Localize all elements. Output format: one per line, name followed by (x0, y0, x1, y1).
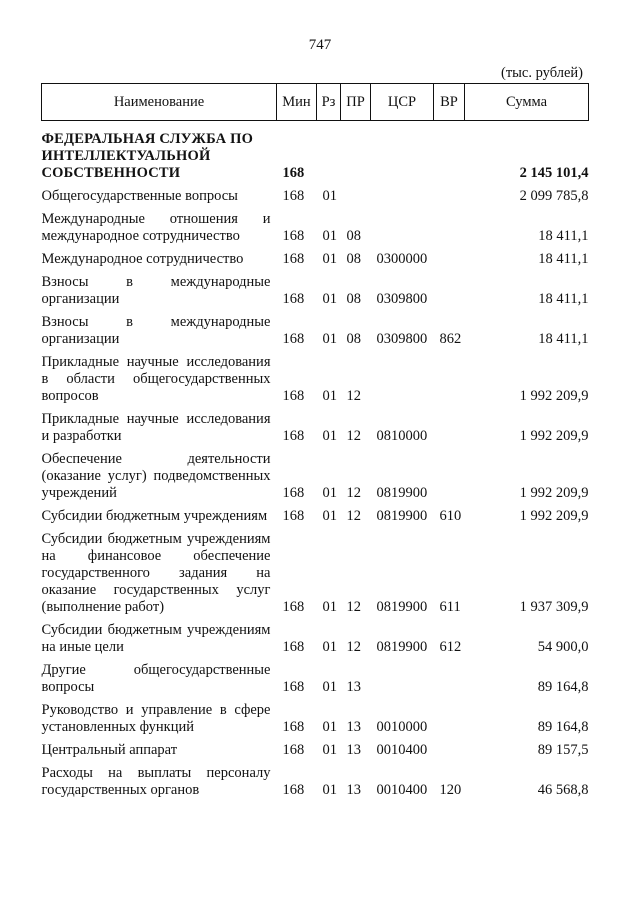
cell-sum: 1 937 309,9 (519, 599, 589, 615)
cell-name: ФЕДЕРАЛЬНАЯ СЛУЖБА ПО ИНТЕЛЛЕКТУАЛЬНОЙ СОБСТВЕННОСТИ (41, 131, 254, 181)
cell-name: Прикладные научные исследования в области общегосударственных вопросов (41, 354, 271, 404)
cell-sum: 1 992 209,9 (519, 428, 589, 444)
cell-name: Расходы на выплаты персоналу государственных органов (41, 765, 271, 798)
cell-rz: 01 (322, 508, 337, 524)
cell-rz (317, 121, 341, 183)
units-label: (тыс. рублей) (501, 65, 583, 81)
cell-min: 168 (282, 188, 305, 204)
cell-name: Другие общегосударственные вопросы (41, 662, 271, 695)
table-row (42, 268, 589, 308)
table-row (42, 696, 589, 736)
cell-vr: 610 (439, 508, 462, 524)
cell-rz: 01 (322, 679, 337, 695)
cell-pr: 13 (346, 742, 361, 758)
cell-min: 168 (282, 331, 305, 347)
cell-sum: 2 099 785,8 (519, 188, 589, 204)
cell-vr (434, 268, 465, 308)
table-row (42, 245, 589, 268)
cell-pr: 12 (346, 428, 361, 444)
cell-name: Обеспечение деятельности (оказание услуг) подведомственных учреждений (41, 451, 271, 501)
cell-vr: 611 (439, 599, 461, 615)
cell-pr: 08 (346, 251, 361, 267)
header-sum: Сумма (465, 84, 589, 121)
cell-pr: 12 (346, 508, 361, 524)
cell-min: 168 (282, 228, 305, 244)
cell-name: Международные отношения и международное сотрудничество (41, 211, 271, 244)
cell-name: Взносы в международные организации (41, 314, 271, 347)
cell-csr: 0010000 (376, 719, 428, 735)
cell-min: 168 (282, 428, 305, 444)
cell-sum: 18 411,1 (538, 228, 589, 244)
cell-name: Субсидии бюджетным учреждениям (41, 508, 268, 524)
cell-vr (434, 736, 465, 759)
cell-rz: 01 (322, 331, 337, 347)
cell-min: 168 (282, 485, 305, 501)
cell-csr: 0819900 (376, 485, 428, 501)
table-row (42, 759, 589, 799)
cell-csr (371, 348, 434, 405)
cell-pr: 13 (346, 679, 361, 695)
cell-min: 168 (282, 639, 305, 655)
cell-csr: 0300000 (376, 251, 428, 267)
cell-vr: 862 (439, 331, 462, 347)
cell-csr (371, 205, 434, 245)
table-row (42, 525, 589, 616)
cell-min: 168 (282, 251, 305, 267)
cell-sum: 46 568,8 (537, 782, 589, 798)
cell-rz: 01 (322, 742, 337, 758)
cell-min: 168 (282, 742, 305, 758)
cell-sum: 54 900,0 (537, 639, 589, 655)
cell-name: Субсидии бюджетным учреждениям на финансовое обеспечение государственного задания на оказание государственных услуг (выполнение работ) (41, 531, 271, 615)
table-row (42, 445, 589, 502)
cell-name: Руководство и управление в сфере установленных функций (41, 702, 271, 735)
cell-pr (341, 182, 371, 205)
header-name: Наименование (42, 84, 277, 121)
header-min: Мин (277, 84, 317, 121)
table-row (42, 405, 589, 445)
cell-rz: 01 (322, 782, 337, 798)
cell-pr: 08 (346, 228, 361, 244)
table-row (42, 502, 589, 525)
header-rz: Рз (317, 84, 341, 121)
cell-min: 168 (282, 165, 305, 181)
table-row (42, 348, 589, 405)
cell-rz: 01 (322, 251, 337, 267)
page-number: 747 (308, 37, 332, 53)
cell-sum: 1 992 209,9 (519, 508, 589, 524)
cell-min: 168 (282, 291, 305, 307)
cell-csr: 0309800 (376, 291, 428, 307)
cell-rz: 01 (322, 388, 337, 404)
header-pr: ПР (341, 84, 371, 121)
cell-rz: 01 (322, 291, 337, 307)
cell-rz: 01 (322, 188, 337, 204)
cell-pr: 13 (346, 719, 361, 735)
cell-vr (434, 405, 465, 445)
cell-sum: 18 411,1 (538, 251, 589, 267)
cell-rz: 01 (322, 228, 337, 244)
cell-csr: 0810000 (376, 428, 428, 444)
cell-name: Общегосударственные вопросы (41, 188, 238, 204)
cell-vr (434, 121, 465, 183)
cell-min: 168 (282, 782, 305, 798)
table-row (42, 205, 589, 245)
cell-csr: 0010400 (376, 742, 428, 758)
cell-pr: 08 (346, 291, 361, 307)
table-row (42, 308, 589, 348)
cell-csr: 0309800 (376, 331, 428, 347)
header-vr: ВР (434, 84, 465, 121)
cell-vr (434, 348, 465, 405)
table-row (42, 616, 589, 656)
cell-min: 168 (282, 719, 305, 735)
table-row (42, 736, 589, 759)
cell-sum: 18 411,1 (538, 291, 589, 307)
cell-pr: 08 (346, 331, 361, 347)
cell-rz: 01 (322, 599, 337, 615)
cell-min: 168 (282, 508, 305, 524)
cell-csr: 0819900 (376, 599, 428, 615)
cell-sum: 18 411,1 (538, 331, 589, 347)
cell-sum: 1 992 209,9 (519, 485, 589, 501)
cell-min: 168 (282, 599, 305, 615)
budget-table (41, 83, 589, 799)
table-row (42, 182, 589, 205)
cell-name: Центральный аппарат (41, 742, 178, 758)
cell-vr (434, 182, 465, 205)
cell-csr: 0010400 (376, 782, 428, 798)
cell-min: 168 (282, 679, 305, 695)
cell-vr (434, 445, 465, 502)
header-csr: ЦСР (371, 84, 434, 121)
cell-pr (341, 121, 371, 183)
cell-name: Субсидии бюджетным учреждениям на иные цели (41, 622, 271, 655)
cell-min: 168 (282, 388, 305, 404)
cell-name: Международное сотрудничество (41, 251, 244, 267)
cell-pr: 12 (346, 599, 361, 615)
cell-vr: 612 (439, 639, 462, 655)
cell-pr: 12 (346, 485, 361, 501)
cell-csr (371, 182, 434, 205)
cell-sum: 2 145 101,4 (519, 165, 589, 181)
table-row (42, 656, 589, 696)
cell-pr: 12 (346, 388, 361, 404)
cell-rz: 01 (322, 639, 337, 655)
cell-vr (434, 656, 465, 696)
cell-rz: 01 (322, 719, 337, 735)
cell-sum: 89 164,8 (537, 679, 589, 695)
cell-vr (434, 245, 465, 268)
cell-csr: 0819900 (376, 508, 428, 524)
cell-csr: 0819900 (376, 639, 428, 655)
cell-sum: 1 992 209,9 (519, 388, 589, 404)
cell-rz: 01 (322, 428, 337, 444)
table-header-row (42, 84, 589, 121)
cell-csr (371, 121, 434, 183)
table-row (42, 121, 589, 183)
cell-sum: 89 157,5 (537, 742, 589, 758)
cell-csr (371, 656, 434, 696)
cell-vr (434, 205, 465, 245)
cell-vr: 120 (439, 782, 462, 798)
cell-sum: 89 164,8 (537, 719, 589, 735)
cell-name: Взносы в международные организации (41, 274, 271, 307)
cell-name: Прикладные научные исследования и разработки (41, 411, 271, 444)
cell-pr: 12 (346, 639, 361, 655)
cell-vr (434, 696, 465, 736)
cell-pr: 13 (346, 782, 361, 798)
cell-rz: 01 (322, 485, 337, 501)
